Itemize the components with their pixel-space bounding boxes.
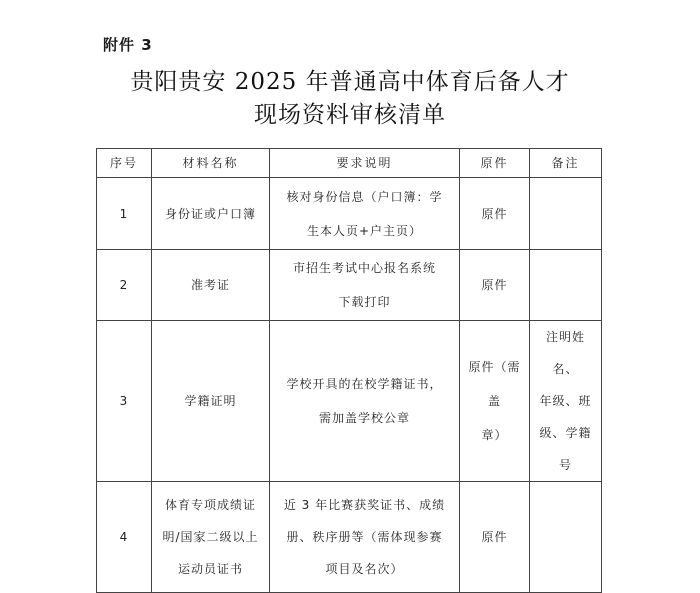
row-note	[530, 482, 602, 593]
row-serial-number	[97, 250, 152, 321]
header-material-name: 材料名称	[152, 149, 270, 178]
row-original-text: 原件	[481, 530, 508, 544]
row-material-name	[152, 482, 270, 593]
row-note-text: 注明姓名、 年级、班 级、学籍号	[539, 330, 592, 472]
table-row	[97, 250, 602, 321]
header-note: 备注	[530, 149, 602, 178]
row-serial-number-text: 4	[119, 530, 129, 544]
row-material-name-text: 准考证	[190, 278, 230, 292]
row-serial-number	[97, 178, 152, 250]
row-requirement	[270, 250, 460, 321]
row-requirement-text: 学校开具的在校学籍证书， 需加盖学校公章	[286, 377, 443, 425]
row-material-name-text: 学籍证明	[184, 394, 237, 408]
row-requirement	[270, 178, 460, 250]
row-original	[460, 250, 530, 321]
row-original-text: 原件	[481, 206, 508, 221]
row-material-name-text: 身份证或户口簿	[164, 206, 256, 221]
document-title-line-1: 贵阳贵安 2025 年普通高中体育后备人才	[130, 69, 570, 95]
row-requirement-text: 市招生考试中心报名系统 下载打印	[292, 261, 436, 309]
table-header-row	[97, 149, 602, 178]
row-material-name	[152, 321, 270, 482]
row-requirement	[270, 482, 460, 593]
row-serial-number-text: 2	[119, 278, 129, 292]
row-requirement-text: 近 3 年比赛获奖证书、成绩 册、秩序册等（需体现参赛 项目及名次）	[283, 498, 446, 576]
header-original: 原件	[460, 149, 530, 178]
row-original	[460, 321, 530, 482]
row-serial-number	[97, 482, 152, 593]
row-original	[460, 178, 530, 250]
header-serial-number: 序号	[97, 149, 152, 178]
row-serial-number	[97, 321, 152, 482]
row-note	[530, 178, 602, 250]
row-material-name-text: 体育专项成绩证 明/国家二级以上 运动员证书	[162, 498, 259, 576]
row-material-name	[152, 178, 270, 250]
table-row	[97, 178, 602, 250]
table-row	[97, 321, 602, 482]
header-requirement: 要求说明	[270, 149, 460, 178]
row-serial-number-text: 3	[119, 394, 129, 408]
row-requirement	[270, 321, 460, 482]
row-material-name	[152, 250, 270, 321]
row-note	[530, 250, 602, 321]
table-row	[97, 482, 602, 593]
document-title-line-2: 现场资料审核清单	[254, 102, 446, 128]
row-note	[530, 321, 602, 482]
attachment-label: 附件 3	[103, 36, 153, 54]
row-original-text: 原件	[481, 278, 508, 292]
review-checklist-table	[96, 148, 602, 593]
row-original	[460, 482, 530, 593]
row-original-text: 原件（需盖 章）	[468, 360, 521, 442]
row-requirement-text: 核对身份信息（户口簿：学 生本人页+户主页）	[286, 189, 443, 238]
row-serial-number-text: 1	[119, 206, 129, 221]
